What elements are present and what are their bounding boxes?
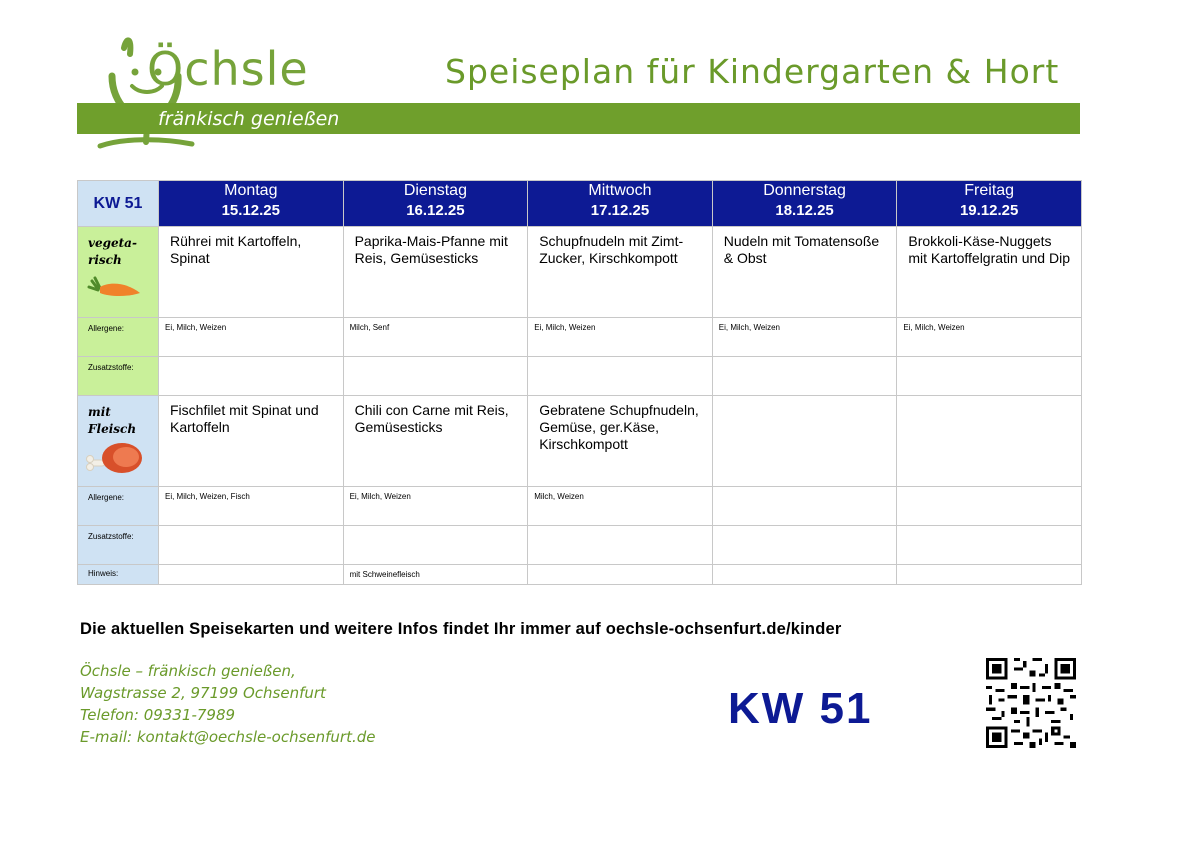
dish-cell (897, 396, 1082, 487)
notes-cell (528, 565, 713, 585)
additives-text (528, 357, 712, 362)
allergens-text: Ei, Milch, Weizen (903, 323, 965, 332)
menu-table (77, 180, 1082, 585)
allergens-cell (343, 318, 528, 357)
notes-label: Hinweis: (88, 569, 119, 578)
additives-label-cell (78, 526, 159, 565)
allergens-label: Allergene: (88, 324, 125, 333)
allergens-text: Milch, Senf (349, 323, 390, 332)
day-name: Montag (224, 182, 278, 199)
footer-info-text: Die aktuellen Speisekarten und weitere Infos findet Ihr immer auf oechsle-ochsenfurt.de/kinder (80, 620, 842, 638)
meat-category-label (78, 396, 158, 438)
notes-cell (159, 565, 344, 585)
allergens-cell (897, 487, 1082, 526)
brand-name: Öchsle (147, 42, 309, 96)
additives-text (344, 526, 528, 531)
day-header (712, 181, 897, 227)
dish-cell (343, 396, 528, 487)
table-row (78, 318, 1082, 357)
allergens-cell (897, 318, 1082, 357)
day-date: 17.12.25 (590, 202, 650, 219)
allergens-cell (528, 318, 713, 357)
dish-cell (712, 396, 897, 487)
additives-cell (528, 526, 713, 565)
address-line: Telefon: 09331-7989 (80, 706, 236, 724)
week-label: KW 51 (78, 181, 159, 227)
dish-cell (159, 227, 344, 318)
dish-text: Gebratene Schupfnudeln, Gemüse, ger.Käse, Kirschkompott (539, 402, 699, 452)
day-header (528, 181, 713, 227)
allergens-cell (343, 487, 528, 526)
additives-cell (712, 357, 897, 396)
additives-text (713, 526, 897, 531)
additives-text (713, 357, 897, 362)
additives-label-cell (78, 357, 159, 396)
page-title: Speiseplan für Kindergarten & Hort (445, 52, 1060, 91)
additives-cell (159, 357, 344, 396)
dish-cell (159, 396, 344, 487)
allergens-text: Ei, Milch, Weizen (349, 492, 411, 501)
additives-cell (159, 526, 344, 565)
day-header (159, 181, 344, 227)
day-date: 19.12.25 (959, 202, 1019, 219)
dish-text: Schupfnudeln mit Zimt-Zucker, Kirschkompott (539, 233, 684, 266)
dish-text: Brokkoli-Käse-Nuggets mit Kartoffelgratin und Dip (908, 233, 1070, 266)
allergens-label-cell (78, 318, 159, 357)
additives-cell (897, 526, 1082, 565)
table-row (78, 565, 1082, 585)
additives-text (528, 526, 712, 531)
ham-icon (86, 440, 146, 476)
day-header (343, 181, 528, 227)
address-line: Wagstrasse 2, 97199 Ochsenfurt (80, 684, 326, 702)
day-name: Mittwoch (588, 182, 652, 199)
additives-text (897, 526, 1081, 531)
dish-text: Paprika-Mais-Pfanne mit Reis, Gemüsesticks (354, 233, 508, 266)
meat-label-line: Fleisch (88, 422, 137, 436)
notes-label-cell (78, 565, 159, 585)
carrot-icon (86, 273, 146, 303)
notes-text (159, 565, 343, 570)
dish-cell (343, 227, 528, 318)
veg-category-label (78, 227, 158, 269)
veg-category-cell (78, 227, 159, 318)
dish-text (897, 396, 1081, 406)
allergens-cell (159, 318, 344, 357)
dish-text: Fischfilet mit Spinat und Kartoffeln (170, 402, 319, 435)
additives-cell (897, 357, 1082, 396)
table-row (78, 526, 1082, 565)
notes-text (897, 565, 1081, 570)
dish-cell (712, 227, 897, 318)
notes-cell (712, 565, 897, 585)
table-header-row (78, 181, 1082, 227)
veg-label-line: risch (88, 253, 122, 267)
notes-text (713, 565, 897, 570)
day-date: 15.12.25 (221, 202, 280, 219)
additives-cell (343, 526, 528, 565)
dish-text: Nudeln mit Tomatensoße & Obst (723, 233, 880, 266)
week-number-large: KW 51 (728, 684, 873, 733)
dish-cell (528, 227, 713, 318)
address-block (80, 660, 375, 748)
allergens-cell (159, 487, 344, 526)
allergens-cell (712, 487, 897, 526)
additives-text (159, 357, 343, 362)
day-header (897, 181, 1082, 227)
additives-cell (712, 526, 897, 565)
additives-text (344, 357, 528, 362)
allergens-text: Ei, Milch, Weizen, Fisch (165, 492, 250, 501)
meat-category-cell (78, 396, 159, 487)
additives-text (159, 526, 343, 531)
allergens-text: Ei, Milch, Weizen (534, 323, 596, 332)
allergens-text: Ei, Milch, Weizen (718, 323, 780, 332)
table-row (78, 487, 1082, 526)
notes-cell (343, 565, 528, 585)
additives-label: Zusatzstoffe: (88, 363, 134, 372)
additives-label: Zusatzstoffe: (88, 532, 134, 541)
day-name: Donnerstag (763, 182, 846, 199)
brand-tagline: fränkisch genießen (158, 108, 340, 130)
allergens-label: Allergene: (88, 493, 125, 502)
allergens-text (713, 487, 897, 492)
allergens-cell (712, 318, 897, 357)
allergens-text: Ei, Milch, Weizen (165, 323, 227, 332)
dish-text: Rührei mit Kartoffeln, Spinat (170, 233, 302, 266)
notes-cell (897, 565, 1082, 585)
allergens-label-cell (78, 487, 159, 526)
veg-label-line: vegeta- (88, 236, 137, 250)
allergens-text: Milch, Weizen (534, 492, 584, 501)
address-line: Öchsle – fränkisch genießen, (80, 662, 296, 680)
notes-text: mit Schweinefleisch (349, 570, 420, 579)
dish-cell (897, 227, 1082, 318)
day-date: 16.12.25 (406, 202, 465, 219)
dish-cell (528, 396, 713, 487)
day-name: Freitag (964, 182, 1015, 199)
dish-text (713, 396, 897, 406)
table-row (78, 227, 1082, 318)
allergens-text (897, 487, 1081, 492)
table-row (78, 357, 1082, 396)
address-line: E-mail: kontakt@oechsle-ochsenfurt.de (80, 728, 376, 746)
dish-text: Chili con Carne mit Reis, Gemüsesticks (354, 402, 509, 435)
allergens-cell (528, 487, 713, 526)
additives-text (897, 357, 1081, 362)
notes-text (528, 565, 712, 570)
day-name: Dienstag (403, 182, 467, 199)
additives-cell (528, 357, 713, 396)
qr-code-icon[interactable] (985, 658, 1077, 748)
table-row (78, 396, 1082, 487)
day-date: 18.12.25 (775, 202, 834, 219)
additives-cell (343, 357, 528, 396)
meat-label-line: mit (88, 405, 111, 419)
